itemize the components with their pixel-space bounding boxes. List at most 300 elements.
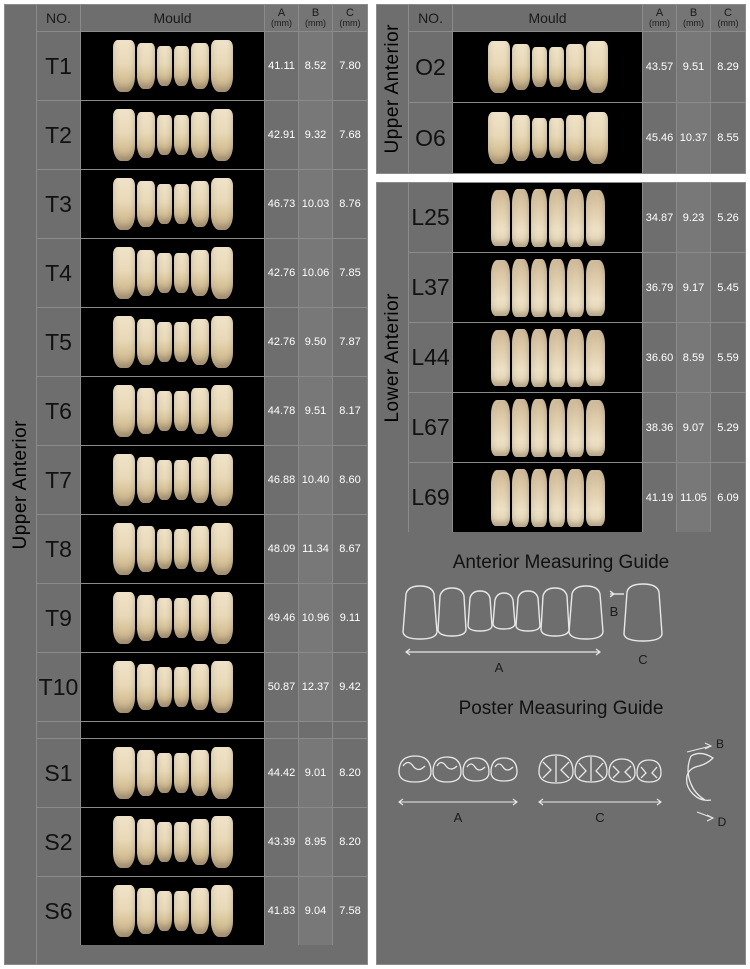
right-column	[376, 4, 746, 965]
mould-no-cell: L44	[409, 323, 453, 392]
measure-b-cell: 9.50	[299, 308, 333, 376]
table-row[interactable]	[37, 446, 367, 515]
tooth-shape	[549, 259, 565, 317]
measure-c-cell: 7.80	[333, 32, 367, 100]
measure-b-cell: 9.51	[299, 377, 333, 445]
right-top-rows	[409, 5, 745, 173]
measure-c-cell: 8.60	[333, 446, 367, 514]
header-a-unit: (mm)	[271, 18, 293, 28]
table-row[interactable]	[37, 308, 367, 377]
measure-c-cell: 8.29	[711, 32, 745, 102]
tooth-shape	[549, 118, 564, 158]
header-b	[677, 5, 711, 31]
tooth-mould-image	[81, 739, 264, 807]
tooth-shape	[174, 253, 189, 293]
table-row[interactable]	[409, 183, 745, 253]
measure-b-cell: 8.52	[299, 32, 333, 100]
mould-image-cell	[81, 446, 265, 514]
tooth-shape	[113, 592, 135, 644]
tooth-shape	[211, 178, 233, 230]
left-rows	[37, 5, 367, 964]
measure-a-cell: 42.91	[265, 101, 299, 169]
upper-anterior-left-table	[5, 5, 367, 964]
mould-no-cell: T7	[37, 446, 81, 514]
measure-c-cell: 9.42	[333, 653, 367, 721]
tooth-shape	[211, 523, 233, 575]
tooth-shape	[488, 41, 510, 93]
measure-c-cell: 9.11	[333, 584, 367, 652]
header-c	[333, 5, 367, 31]
tooth-shape	[113, 178, 135, 230]
mould-no-cell: T9	[37, 584, 81, 652]
tooth-shape	[113, 454, 135, 506]
header-a-unit: (mm)	[649, 18, 670, 28]
tooth-shape	[113, 885, 135, 937]
group-label-upper-anterior-right	[377, 5, 409, 173]
tooth-shape	[211, 385, 233, 437]
tooth-mould-image	[81, 308, 264, 376]
tooth-shape	[137, 319, 155, 365]
tooth-shape	[211, 109, 233, 161]
spacer-no	[37, 722, 81, 738]
mould-no-cell: T3	[37, 170, 81, 238]
measure-b-cell: 9.07	[677, 393, 711, 462]
measure-a-cell: 44.78	[265, 377, 299, 445]
measure-b-cell: 9.01	[299, 739, 333, 807]
tooth-shape	[512, 115, 530, 161]
mould-no-cell: T2	[37, 101, 81, 169]
tooth-shape	[549, 399, 565, 457]
measure-c-cell: 6.09	[711, 463, 745, 532]
tooth-shape	[211, 816, 233, 868]
tooth-shape	[586, 112, 608, 164]
anterior-guide-diagram	[396, 580, 726, 676]
measure-b-cell: 10.40	[299, 446, 333, 514]
measure-c-cell: 5.45	[711, 253, 745, 322]
mould-no-cell: T1	[37, 32, 81, 100]
tooth-shape	[113, 40, 135, 92]
spacer-mould	[81, 722, 265, 738]
tooth-shape	[174, 46, 189, 86]
measure-a-cell: 46.88	[265, 446, 299, 514]
tooth-shape	[191, 664, 209, 710]
tooth-shape	[549, 329, 565, 387]
table-row[interactable]	[37, 877, 367, 945]
tooth-mould-image	[81, 515, 264, 583]
mould-image-cell	[81, 515, 265, 583]
measure-c-cell: 8.17	[333, 377, 367, 445]
mould-no-cell: L37	[409, 253, 453, 322]
measure-a-cell: 50.87	[265, 653, 299, 721]
left-table-body	[37, 32, 367, 964]
tooth-mould-image	[81, 877, 264, 945]
measure-c-cell: 5.29	[711, 393, 745, 462]
tooth-shape	[113, 316, 135, 368]
poster-guide-label-c: C	[595, 810, 605, 825]
tooth-mould-image	[453, 253, 642, 322]
group-label-text: Upper Anterior	[9, 419, 31, 550]
measure-a-cell: 43.57	[643, 32, 677, 102]
group-label-lower-anterior	[377, 183, 409, 532]
table-row[interactable]	[409, 103, 745, 173]
tooth-shape	[211, 661, 233, 713]
header-b-label: B	[689, 7, 698, 19]
tooth-mould-image	[453, 183, 642, 252]
tooth-shape	[157, 322, 172, 362]
measure-b-cell: 10.96	[299, 584, 333, 652]
header-c-unit: (mm)	[717, 18, 739, 28]
tooth-shape	[512, 189, 529, 247]
header-c	[711, 5, 745, 31]
measure-a-cell: 36.60	[643, 323, 677, 392]
measure-b-cell: 10.37	[677, 103, 711, 173]
measure-a-cell: 45.46	[643, 103, 677, 173]
table-row[interactable]	[37, 739, 367, 808]
mould-no-cell: T6	[37, 377, 81, 445]
tooth-mould-image	[453, 32, 642, 102]
spacer-b	[299, 722, 333, 738]
tooth-shape	[174, 322, 189, 362]
tooth-shape	[113, 523, 135, 575]
tooth-shape	[157, 667, 172, 707]
mould-no-cell: O6	[409, 103, 453, 173]
mould-image-cell	[453, 253, 643, 322]
tooth-shape	[137, 526, 155, 572]
table-header-row	[409, 5, 745, 32]
measure-b-cell: 10.03	[299, 170, 333, 238]
table-row[interactable]	[37, 377, 367, 446]
tooth-shape	[137, 819, 155, 865]
tooth-shape	[137, 43, 155, 89]
lower-anterior-table	[377, 183, 745, 532]
mould-image-cell	[81, 32, 265, 100]
spacer-a	[265, 722, 299, 738]
measure-a-cell: 42.76	[265, 308, 299, 376]
table-row[interactable]	[409, 463, 745, 532]
tooth-shape	[566, 44, 584, 90]
tooth-mould-image	[81, 101, 264, 169]
mould-image-cell	[453, 393, 643, 462]
mould-no-cell: L69	[409, 463, 453, 532]
tooth-shape	[113, 816, 135, 868]
tooth-shape	[567, 259, 584, 317]
measure-c-cell: 7.85	[333, 239, 367, 307]
table-row[interactable]	[37, 808, 367, 877]
anterior-guide-label-c: C	[638, 652, 648, 667]
tooth-shape	[113, 109, 135, 161]
mould-no-cell: T8	[37, 515, 81, 583]
measure-c-cell: 8.76	[333, 170, 367, 238]
tooth-shape	[113, 747, 135, 799]
tooth-shape	[211, 454, 233, 506]
tooth-shape	[174, 598, 189, 638]
tooth-shape	[491, 330, 510, 386]
measuring-guides	[377, 532, 745, 964]
tooth-shape	[191, 112, 209, 158]
header-no: NO.	[37, 5, 81, 31]
measure-b-cell: 9.32	[299, 101, 333, 169]
mould-image-cell	[453, 32, 643, 102]
group-label-text: Lower Anterior	[381, 292, 403, 423]
tooth-shape	[113, 661, 135, 713]
measure-c-cell: 7.58	[333, 877, 367, 945]
tooth-shape	[211, 247, 233, 299]
measure-b-cell: 9.04	[299, 877, 333, 945]
tooth-shape	[211, 747, 233, 799]
tooth-mould-image	[81, 32, 264, 100]
table-header-row	[37, 5, 367, 32]
group-label-text: Upper Anterior	[381, 24, 403, 154]
header-c-label: C	[724, 7, 732, 19]
measure-a-cell: 34.87	[643, 183, 677, 252]
mould-image-cell	[81, 377, 265, 445]
table-row[interactable]	[37, 32, 367, 101]
measure-c-cell: 8.55	[711, 103, 745, 173]
tooth-mould-image	[81, 377, 264, 445]
poster-guide-label-a: A	[453, 810, 463, 825]
tooth-shape	[191, 888, 209, 934]
tooth-shape	[531, 469, 547, 527]
header-a	[643, 5, 677, 31]
tooth-shape	[113, 385, 135, 437]
tooth-shape	[157, 460, 172, 500]
tooth-shape	[174, 822, 189, 862]
mould-no-cell: T5	[37, 308, 81, 376]
tooth-shape	[191, 457, 209, 503]
mould-image-cell	[81, 584, 265, 652]
tooth-shape	[157, 598, 172, 638]
mould-image-cell	[81, 808, 265, 876]
tooth-shape	[191, 181, 209, 227]
measure-c-cell: 5.59	[711, 323, 745, 392]
tooth-mould-image	[453, 323, 642, 392]
tooth-shape	[491, 470, 510, 526]
tooth-shape	[137, 181, 155, 227]
anterior-guide-label-b: B	[609, 604, 619, 619]
measure-a-cell: 48.09	[265, 515, 299, 583]
tooth-shape	[191, 43, 209, 89]
right-top-table-body	[409, 32, 745, 173]
measure-b-cell: 12.37	[299, 653, 333, 721]
tooth-mould-image	[81, 446, 264, 514]
tooth-shape	[211, 40, 233, 92]
tooth-shape	[191, 526, 209, 572]
tooth-shape	[137, 750, 155, 796]
header-b	[299, 5, 333, 31]
mould-image-cell	[81, 170, 265, 238]
tooth-shape	[157, 184, 172, 224]
upper-anterior-right-table	[377, 5, 745, 173]
tooth-shape	[567, 469, 584, 527]
tooth-shape	[191, 388, 209, 434]
tooth-shape	[567, 399, 584, 457]
tooth-mould-image	[81, 239, 264, 307]
measure-b-cell: 9.23	[677, 183, 711, 252]
tooth-shape	[157, 891, 172, 931]
header-a-label: A	[655, 7, 664, 19]
table-row[interactable]	[409, 253, 745, 323]
tooth-shape	[512, 44, 530, 90]
tooth-shape	[567, 189, 584, 247]
tooth-shape	[532, 118, 547, 158]
tooth-shape	[491, 400, 510, 456]
mould-image-cell	[81, 101, 265, 169]
mould-image-cell	[453, 323, 643, 392]
spacer-c	[333, 722, 367, 738]
poster-guide-diagram	[391, 726, 731, 838]
mould-no-cell: S1	[37, 739, 81, 807]
tooth-shape	[137, 888, 155, 934]
mould-no-cell: L25	[409, 183, 453, 252]
tooth-mould-image	[453, 103, 642, 173]
tooth-shape	[157, 46, 172, 86]
table-row[interactable]	[37, 239, 367, 308]
tooth-shape	[137, 388, 155, 434]
tooth-shape	[174, 529, 189, 569]
right-bottom-table-body	[409, 183, 745, 532]
mould-no-cell: L67	[409, 393, 453, 462]
tooth-shape	[191, 319, 209, 365]
header-no: NO.	[409, 5, 453, 31]
group-label-upper-anterior-left	[5, 5, 37, 964]
table-row[interactable]	[37, 515, 367, 584]
tooth-shape	[488, 112, 510, 164]
mould-image-cell	[81, 653, 265, 721]
tooth-shape	[174, 391, 189, 431]
mould-no-cell: T4	[37, 239, 81, 307]
poster-guide-label-d: D	[717, 815, 727, 829]
measure-c-cell: 7.87	[333, 308, 367, 376]
tooth-mould-image	[453, 463, 642, 532]
right-panel-top	[376, 4, 746, 174]
tooth-shape	[549, 469, 565, 527]
tooth-mould-image	[81, 170, 264, 238]
tooth-shape	[491, 260, 510, 316]
tooth-shape	[157, 391, 172, 431]
tooth-shape	[191, 595, 209, 641]
anterior-guide-label-a: A	[494, 660, 504, 675]
mould-no-cell: O2	[409, 32, 453, 102]
tooth-shape	[137, 112, 155, 158]
poster-guide-title: Poster Measuring Guide	[458, 698, 664, 719]
anterior-guide-title: Anterior Measuring Guide	[452, 552, 670, 573]
tooth-shape	[512, 259, 529, 317]
mould-image-cell	[453, 183, 643, 252]
tooth-shape	[549, 189, 565, 247]
header-a	[265, 5, 299, 31]
tooth-shape	[586, 470, 605, 526]
measure-a-cell: 41.83	[265, 877, 299, 945]
measure-a-cell: 49.46	[265, 584, 299, 652]
measure-a-cell: 46.73	[265, 170, 299, 238]
tooth-shape	[191, 750, 209, 796]
header-mould: Mould	[453, 5, 643, 31]
measure-a-cell: 41.19	[643, 463, 677, 532]
measure-c-cell: 5.26	[711, 183, 745, 252]
table-row[interactable]	[37, 584, 367, 653]
tooth-shape	[532, 47, 547, 87]
header-c-label: C	[346, 7, 354, 19]
measure-c-cell: 7.68	[333, 101, 367, 169]
measure-c-cell: 8.20	[333, 808, 367, 876]
tooth-shape	[512, 399, 529, 457]
mould-image-cell	[453, 463, 643, 532]
measure-c-cell: 8.67	[333, 515, 367, 583]
table-spacer-row	[37, 722, 367, 739]
measure-a-cell: 41.11	[265, 32, 299, 100]
header-c-unit: (mm)	[339, 18, 361, 28]
mould-image-cell	[81, 308, 265, 376]
tooth-shape	[174, 115, 189, 155]
tooth-shape	[211, 885, 233, 937]
tooth-shape	[491, 190, 510, 246]
tooth-shape	[157, 529, 172, 569]
tooth-shape	[191, 250, 209, 296]
tooth-shape	[531, 329, 547, 387]
tooth-shape	[174, 891, 189, 931]
measure-b-cell: 9.51	[677, 32, 711, 102]
right-bottom-rows	[409, 183, 745, 532]
measure-a-cell: 42.76	[265, 239, 299, 307]
header-mould: Mould	[81, 5, 265, 31]
tooth-mould-image	[453, 393, 642, 462]
table-row[interactable]	[409, 393, 745, 463]
measure-a-cell: 43.39	[265, 808, 299, 876]
tooth-shape	[531, 259, 547, 317]
mould-no-cell: S6	[37, 877, 81, 945]
tooth-shape	[157, 753, 172, 793]
tooth-shape	[137, 595, 155, 641]
measure-b-cell: 11.05	[677, 463, 711, 532]
header-b-label: B	[311, 7, 320, 19]
tooth-shape	[586, 190, 605, 246]
tooth-shape	[137, 250, 155, 296]
tooth-shape	[531, 189, 547, 247]
tooth-shape	[157, 253, 172, 293]
mould-no-cell: S2	[37, 808, 81, 876]
measure-b-cell: 8.95	[299, 808, 333, 876]
tooth-shape	[567, 329, 584, 387]
measure-a-cell: 38.36	[643, 393, 677, 462]
table-row[interactable]	[37, 170, 367, 239]
mould-image-cell	[453, 103, 643, 173]
tooth-shape	[174, 667, 189, 707]
tooth-shape	[211, 592, 233, 644]
measure-b-cell: 11.34	[299, 515, 333, 583]
measure-b-cell: 10.06	[299, 239, 333, 307]
table-row[interactable]	[37, 653, 367, 722]
tooth-shape	[586, 41, 608, 93]
poster-guide-label-b: B	[715, 737, 725, 751]
measure-a-cell: 36.79	[643, 253, 677, 322]
tooth-shape	[586, 400, 605, 456]
header-b-unit: (mm)	[683, 18, 704, 28]
tooth-mould-image	[81, 653, 264, 721]
left-panel	[4, 4, 368, 965]
tooth-shape	[174, 184, 189, 224]
table-row[interactable]	[409, 32, 745, 103]
tooth-shape	[174, 753, 189, 793]
tooth-shape	[512, 329, 529, 387]
mould-image-cell	[81, 239, 265, 307]
table-row[interactable]	[37, 101, 367, 170]
tooth-shape	[113, 247, 135, 299]
mould-image-cell	[81, 877, 265, 945]
tooth-shape	[174, 460, 189, 500]
table-row[interactable]	[409, 323, 745, 393]
tooth-shape	[191, 819, 209, 865]
tooth-shape	[512, 469, 529, 527]
